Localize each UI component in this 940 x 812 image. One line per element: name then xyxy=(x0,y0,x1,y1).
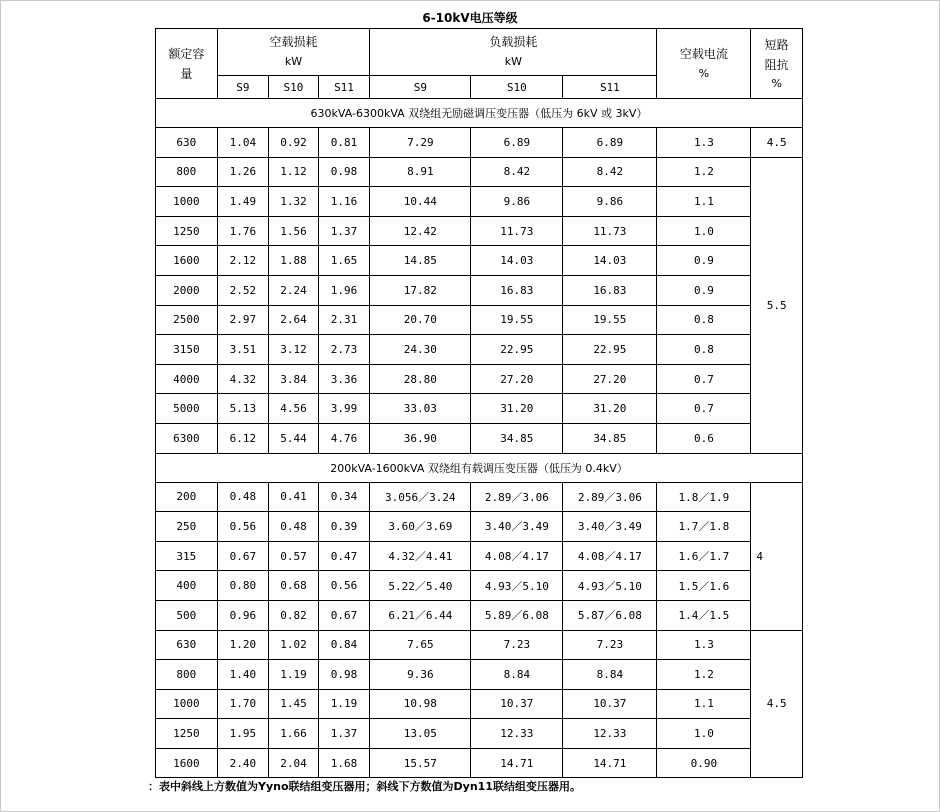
cell: 3.36 xyxy=(318,364,370,394)
cell: 2.52 xyxy=(217,275,269,305)
cell: 1.45 xyxy=(269,689,319,719)
cell: 0.90 xyxy=(657,748,751,778)
rated-capacity-header: 额定容量 xyxy=(156,29,218,99)
cell: 5.13 xyxy=(217,394,269,424)
cell: 1600 xyxy=(156,246,218,276)
cell: 0.98 xyxy=(318,660,370,690)
cell: 1250 xyxy=(156,216,218,246)
impedance-unit: % xyxy=(771,76,782,90)
cell: 250 xyxy=(156,512,218,542)
cell: 13.05 xyxy=(370,719,471,749)
cell: 630 xyxy=(156,128,218,158)
cell: 0.96 xyxy=(217,600,269,630)
cell: 34.85 xyxy=(563,423,657,453)
cell: 4.56 xyxy=(269,394,319,424)
table-body xyxy=(156,99,803,778)
load-s11-header: S11 xyxy=(563,76,657,99)
table-row xyxy=(156,305,803,335)
cell: 27.20 xyxy=(471,364,563,394)
cell: 0.8 xyxy=(657,335,751,365)
cell: 1.12 xyxy=(269,157,319,187)
table-row xyxy=(156,541,803,571)
table-row xyxy=(156,187,803,217)
cell: 3.84 xyxy=(269,364,319,394)
cell: 4.32／4.41 xyxy=(370,541,471,571)
cell: 0.68 xyxy=(269,571,319,601)
cell: 27.20 xyxy=(563,364,657,394)
impedance-cell: 4.5 xyxy=(751,630,803,778)
cell: 14.03 xyxy=(563,246,657,276)
cell: 1.8／1.9 xyxy=(657,482,751,512)
cell: 36.90 xyxy=(370,423,471,453)
cell: 4.76 xyxy=(318,423,370,453)
cell: 19.55 xyxy=(471,305,563,335)
cell: 0.80 xyxy=(217,571,269,601)
cell: 0.9 xyxy=(657,275,751,305)
cell: 1.6／1.7 xyxy=(657,541,751,571)
cell: 1.0 xyxy=(657,719,751,749)
cell: 7.65 xyxy=(370,630,471,660)
cell: 800 xyxy=(156,660,218,690)
cell: 0.81 xyxy=(318,128,370,158)
cell: 6.21／6.44 xyxy=(370,600,471,630)
cell: 1.66 xyxy=(269,719,319,749)
cell: 1.68 xyxy=(318,748,370,778)
cell: 4.93／5.10 xyxy=(471,571,563,601)
cell: 10.98 xyxy=(370,689,471,719)
no-load-loss-header: 空载损耗 kW xyxy=(217,29,370,76)
cell: 2.31 xyxy=(318,305,370,335)
cell: 500 xyxy=(156,600,218,630)
cell: 3.40／3.49 xyxy=(563,512,657,542)
table-row xyxy=(156,335,803,365)
cell: 2.89／3.06 xyxy=(563,482,657,512)
table-row xyxy=(156,512,803,542)
cell: 0.56 xyxy=(217,512,269,542)
cell: 1.26 xyxy=(217,157,269,187)
cell: 3.99 xyxy=(318,394,370,424)
cell: 0.92 xyxy=(269,128,319,158)
cell: 0.48 xyxy=(217,482,269,512)
cell: 0.98 xyxy=(318,157,370,187)
cell: 2.04 xyxy=(269,748,319,778)
table-row xyxy=(156,689,803,719)
cell: 400 xyxy=(156,571,218,601)
cell: 2.40 xyxy=(217,748,269,778)
cell: 1.1 xyxy=(657,187,751,217)
table-row xyxy=(156,719,803,749)
cell: 33.03 xyxy=(370,394,471,424)
cell: 0.84 xyxy=(318,630,370,660)
cell: 5.22／5.40 xyxy=(370,571,471,601)
cell: 12.33 xyxy=(471,719,563,749)
cell: 1.76 xyxy=(217,216,269,246)
cell: 0.48 xyxy=(269,512,319,542)
cell: 9.86 xyxy=(563,187,657,217)
impedance-cell: 4 xyxy=(751,482,803,630)
section-row xyxy=(156,453,803,482)
cell: 2500 xyxy=(156,305,218,335)
cell: 630 xyxy=(156,630,218,660)
cell: 6.89 xyxy=(471,128,563,158)
table-row xyxy=(156,216,803,246)
cell: 34.85 xyxy=(471,423,563,453)
cell: 2.97 xyxy=(217,305,269,335)
cell: 0.7 xyxy=(657,394,751,424)
cell: 31.20 xyxy=(563,394,657,424)
cell: 4.93／5.10 xyxy=(563,571,657,601)
table-row xyxy=(156,275,803,305)
cell: 1600 xyxy=(156,748,218,778)
cell: 0.56 xyxy=(318,571,370,601)
cell: 4.08／4.17 xyxy=(563,541,657,571)
cell: 3150 xyxy=(156,335,218,365)
cell: 3.51 xyxy=(217,335,269,365)
cell: 3.40／3.49 xyxy=(471,512,563,542)
cell: 1.40 xyxy=(217,660,269,690)
cell: 1.3 xyxy=(657,128,751,158)
cell: 1.3 xyxy=(657,630,751,660)
table-row xyxy=(156,482,803,512)
cell: 11.73 xyxy=(563,216,657,246)
cell: 7.23 xyxy=(563,630,657,660)
cell: 6.89 xyxy=(563,128,657,158)
cell: 10.37 xyxy=(471,689,563,719)
cell: 28.80 xyxy=(370,364,471,394)
cell: 8.84 xyxy=(563,660,657,690)
table-row xyxy=(156,571,803,601)
cell: 1.19 xyxy=(269,660,319,690)
cell: 22.95 xyxy=(471,335,563,365)
no-load-s11-header: S11 xyxy=(318,76,370,99)
cell: 11.73 xyxy=(471,216,563,246)
cell: 1.2 xyxy=(657,157,751,187)
cell: 2.73 xyxy=(318,335,370,365)
cell: 0.67 xyxy=(217,541,269,571)
transformer-spec-table xyxy=(155,28,803,778)
no-load-loss-unit: kW xyxy=(284,55,303,68)
cell: 1000 xyxy=(156,689,218,719)
cell: 16.83 xyxy=(471,275,563,305)
cell: 1.49 xyxy=(217,187,269,217)
table-row xyxy=(156,394,803,424)
cell: 1.7／1.8 xyxy=(657,512,751,542)
footnote: ：表中斜线上方数值为Yyno联结组变压器用；斜线下方数值为Dyn11联结组变压器用。 xyxy=(148,780,581,793)
cell: 0.9 xyxy=(657,246,751,276)
cell: 1.4／1.5 xyxy=(657,600,751,630)
cell: 0.6 xyxy=(657,423,751,453)
cell: 14.03 xyxy=(471,246,563,276)
cell: 0.8 xyxy=(657,305,751,335)
cell: 3.12 xyxy=(269,335,319,365)
cell: 14.71 xyxy=(563,748,657,778)
cell: 8.91 xyxy=(370,157,471,187)
header-row-1 xyxy=(156,29,803,76)
cell: 22.95 xyxy=(563,335,657,365)
cell: 14.85 xyxy=(370,246,471,276)
cell: 1.37 xyxy=(318,719,370,749)
cell: 12.42 xyxy=(370,216,471,246)
cell: 1250 xyxy=(156,719,218,749)
cell: 1.32 xyxy=(269,187,319,217)
table-row xyxy=(156,128,803,158)
cell: 4.32 xyxy=(217,364,269,394)
cell: 5.89／6.08 xyxy=(471,600,563,630)
cell: 200 xyxy=(156,482,218,512)
cell: 20.70 xyxy=(370,305,471,335)
impedance-cell: 5.5 xyxy=(751,157,803,453)
no-load-s10-header: S10 xyxy=(269,76,319,99)
cell: 19.55 xyxy=(563,305,657,335)
table-row xyxy=(156,660,803,690)
cell: 1.0 xyxy=(657,216,751,246)
cell: 0.57 xyxy=(269,541,319,571)
cell: 10.44 xyxy=(370,187,471,217)
cell: 5.44 xyxy=(269,423,319,453)
no-load-s9-header: S9 xyxy=(217,76,269,99)
cell: 17.82 xyxy=(370,275,471,305)
cell: 7.23 xyxy=(471,630,563,660)
cell: 4.08／4.17 xyxy=(471,541,563,571)
cell: 0.34 xyxy=(318,482,370,512)
cell: 3.056／3.24 xyxy=(370,482,471,512)
cell: 0.67 xyxy=(318,600,370,630)
load-s9-header: S9 xyxy=(370,76,471,99)
cell: 9.86 xyxy=(471,187,563,217)
cell: 1.95 xyxy=(217,719,269,749)
cell: 2.12 xyxy=(217,246,269,276)
cell: 8.42 xyxy=(471,157,563,187)
table-row xyxy=(156,423,803,453)
impedance-cell: 4.5 xyxy=(751,128,803,158)
cell: 1.65 xyxy=(318,246,370,276)
section-title: 200kVA-1600kVA 双绕组有载调压变压器（低压为 0.4kV） xyxy=(156,453,803,482)
cell: 1.2 xyxy=(657,660,751,690)
cell: 1.5／1.6 xyxy=(657,571,751,601)
cell: 14.71 xyxy=(471,748,563,778)
cell: 2000 xyxy=(156,275,218,305)
cell: 8.84 xyxy=(471,660,563,690)
load-loss-unit: kW xyxy=(504,55,522,68)
table-row xyxy=(156,630,803,660)
cell: 1.04 xyxy=(217,128,269,158)
cell: 5000 xyxy=(156,394,218,424)
table-row xyxy=(156,600,803,630)
cell: 12.33 xyxy=(563,719,657,749)
cell: 10.37 xyxy=(563,689,657,719)
cell: 31.20 xyxy=(471,394,563,424)
no-load-current-unit: % xyxy=(698,66,710,80)
cell: 6.12 xyxy=(217,423,269,453)
cell: 8.42 xyxy=(563,157,657,187)
short-circuit-impedance-header: 短路阻抗 % xyxy=(751,29,803,99)
cell: 7.29 xyxy=(370,128,471,158)
cell: 9.36 xyxy=(370,660,471,690)
cell: 1.70 xyxy=(217,689,269,719)
table-title: 6-10kV电压等级 xyxy=(422,11,518,25)
cell: 1.02 xyxy=(269,630,319,660)
no-load-current-header: 空载电流 % xyxy=(657,29,751,99)
cell: 315 xyxy=(156,541,218,571)
cell: 1.56 xyxy=(269,216,319,246)
cell: 0.7 xyxy=(657,364,751,394)
cell: 1.37 xyxy=(318,216,370,246)
cell: 0.47 xyxy=(318,541,370,571)
cell: 1.19 xyxy=(318,689,370,719)
load-s10-header: S10 xyxy=(471,76,563,99)
cell: 4000 xyxy=(156,364,218,394)
cell: 0.82 xyxy=(269,600,319,630)
cell: 1.88 xyxy=(269,246,319,276)
cell: 1.96 xyxy=(318,275,370,305)
cell: 16.83 xyxy=(563,275,657,305)
cell: 1.1 xyxy=(657,689,751,719)
load-loss-header: 负载损耗 kW xyxy=(370,29,657,76)
cell: 24.30 xyxy=(370,335,471,365)
cell: 2.64 xyxy=(269,305,319,335)
table-row xyxy=(156,157,803,187)
cell: 15.57 xyxy=(370,748,471,778)
cell: 2.24 xyxy=(269,275,319,305)
cell: 1.16 xyxy=(318,187,370,217)
table-row xyxy=(156,748,803,778)
cell: 1000 xyxy=(156,187,218,217)
cell: 0.41 xyxy=(269,482,319,512)
cell: 0.39 xyxy=(318,512,370,542)
cell: 6300 xyxy=(156,423,218,453)
section-row xyxy=(156,99,803,128)
cell: 2.89／3.06 xyxy=(471,482,563,512)
cell: 800 xyxy=(156,157,218,187)
table-row xyxy=(156,364,803,394)
cell: 5.87／6.08 xyxy=(563,600,657,630)
cell: 3.60／3.69 xyxy=(370,512,471,542)
section-title: 630kVA-6300kVA 双绕组无励磁调压变压器（低压为 6kV 或 3kV） xyxy=(156,99,803,128)
cell: 1.20 xyxy=(217,630,269,660)
table-row xyxy=(156,246,803,276)
